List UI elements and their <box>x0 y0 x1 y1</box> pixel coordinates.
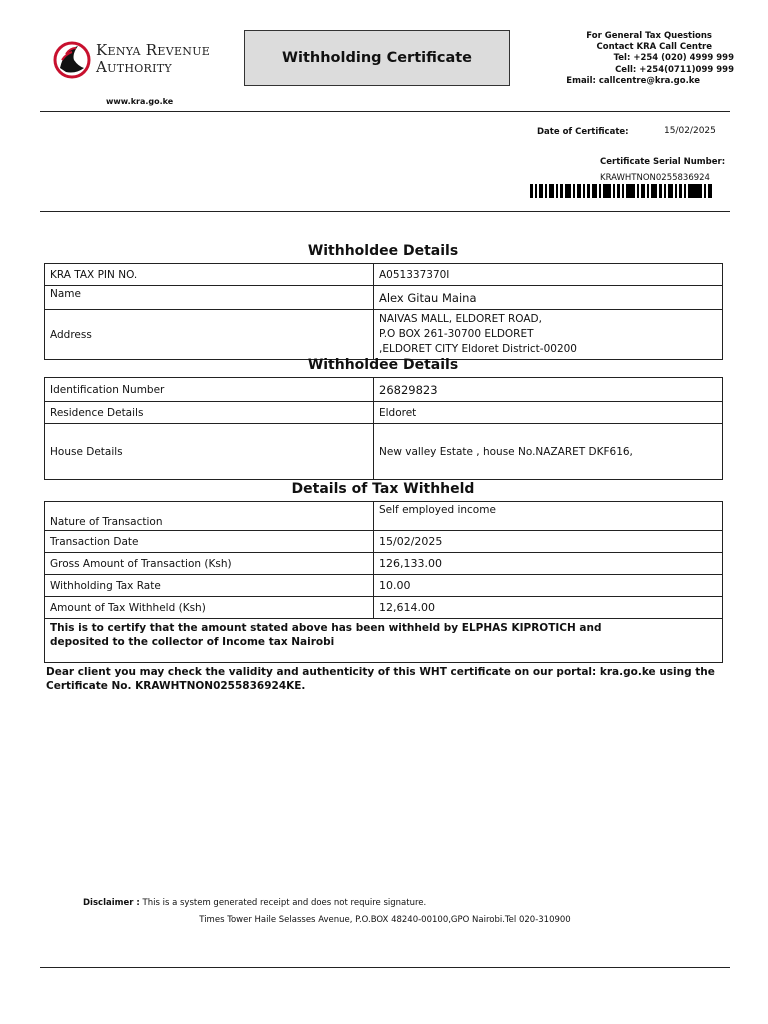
residence-label: Residence Details <box>45 402 374 424</box>
withholdee-section-title: Withholdee Details <box>307 243 459 259</box>
disclaimer-text: This is a system generated receipt and does not require signature. <box>142 898 427 908</box>
website-link[interactable]: www.kra.go.ke <box>106 97 174 106</box>
withholdee-secondary-title: Withholdee Details <box>307 357 459 373</box>
contact-line: Cell: +254(0711)099 999 <box>615 64 734 75</box>
address-label: Address <box>45 310 374 360</box>
address-line: ,ELDORET CITY Eldoret District-00200 <box>379 343 577 355</box>
kra-lion-logo-icon <box>52 38 92 82</box>
name-value: Alex Gitau Maina <box>374 286 723 310</box>
table-row <box>45 402 723 424</box>
certify-statement <box>45 619 723 663</box>
withholdee-secondary-table <box>44 377 723 480</box>
house-value: New valley Estate , house No.NAZARET DKF616, <box>374 424 723 480</box>
table-row <box>45 553 723 575</box>
address-line: P.O BOX 261-30700 ELDORET <box>379 328 534 340</box>
table-row <box>45 286 723 310</box>
logo-text <box>96 42 210 76</box>
name-label: Name <box>45 286 374 310</box>
table-row <box>45 264 723 286</box>
tax-withheld-label: Amount of Tax Withheld (Ksh) <box>45 597 374 619</box>
table-row <box>45 502 723 531</box>
table-row <box>45 378 723 402</box>
validity-notice: Dear client you may check the validity and authenticity of this WHT certificate on our portal: kra.go.ke using the Certificate No. KRAWHTNON0255836924KE. <box>46 666 715 692</box>
info-divider <box>40 211 730 212</box>
disclaimer <box>83 898 426 908</box>
contact-line: Tel: +254 (020) 4999 999 <box>613 53 734 64</box>
date-value: 15/02/2025 <box>664 126 716 136</box>
table-row <box>45 531 723 553</box>
table-row <box>45 619 723 663</box>
table-row <box>45 575 723 597</box>
date-label: Date of Certificate: <box>537 127 629 137</box>
transaction-date-label: Transaction Date <box>45 531 374 553</box>
logo-line-2: Authority <box>96 58 172 76</box>
serial-value: KRAWHTNON0255836924 <box>600 173 710 183</box>
table-row <box>45 424 723 480</box>
gross-amount-label: Gross Amount of Transaction (Ksh) <box>45 553 374 575</box>
contact-line: For General Tax Questions <box>586 31 712 41</box>
table-row <box>45 310 723 360</box>
id-label: Identification Number <box>45 378 374 402</box>
disclaimer-label: Disclaimer : <box>83 898 140 908</box>
table-row <box>45 597 723 619</box>
gross-amount-value: 126,133.00 <box>374 553 723 575</box>
nature-value: Self employed income <box>374 502 723 531</box>
contact-block <box>540 31 740 87</box>
tax-rate-label: Withholding Tax Rate <box>45 575 374 597</box>
tax-table <box>44 501 723 663</box>
residence-value: Eldoret <box>374 402 723 424</box>
tax-rate-value: 10.00 <box>374 575 723 597</box>
house-label: House Details <box>45 424 374 480</box>
pin-label: KRA TAX PIN NO. <box>45 264 374 286</box>
withholdee-table <box>44 263 723 360</box>
kra-logo <box>52 38 237 84</box>
pin-value: A051337370I <box>374 264 723 286</box>
transaction-date-value: 15/02/2025 <box>374 531 723 553</box>
tax-withheld-value: 12,614.00 <box>374 597 723 619</box>
document-title: Withholding Certificate <box>244 30 510 86</box>
certify-text: This is to certify that the amount stated above has been withheld by ELPHAS KIPROTICH and deposited to the collector of Income tax Nairobi <box>50 622 602 648</box>
barcode-icon <box>530 184 712 198</box>
address-line: NAIVAS MALL, ELDORET ROAD, <box>379 313 542 325</box>
id-value: 26829823 <box>374 378 723 402</box>
contact-line: Email: callcentre@kra.go.ke <box>566 75 700 86</box>
nature-label: Nature of Transaction <box>45 502 374 531</box>
footer-divider <box>40 967 730 968</box>
footer-address: Times Tower Haile Selasses Avenue, P.O.BOX 48240-00100,GPO Nairobi.Tel 020-310900 <box>199 915 571 925</box>
header-divider <box>40 111 730 112</box>
contact-line: Contact KRA Call Centre <box>596 42 712 53</box>
tax-section-title: Details of Tax Withheld <box>291 481 475 497</box>
serial-label: Certificate Serial Number: <box>600 157 726 167</box>
logo-line-1: Kenya Revenue <box>96 41 211 59</box>
address-value <box>374 310 723 360</box>
